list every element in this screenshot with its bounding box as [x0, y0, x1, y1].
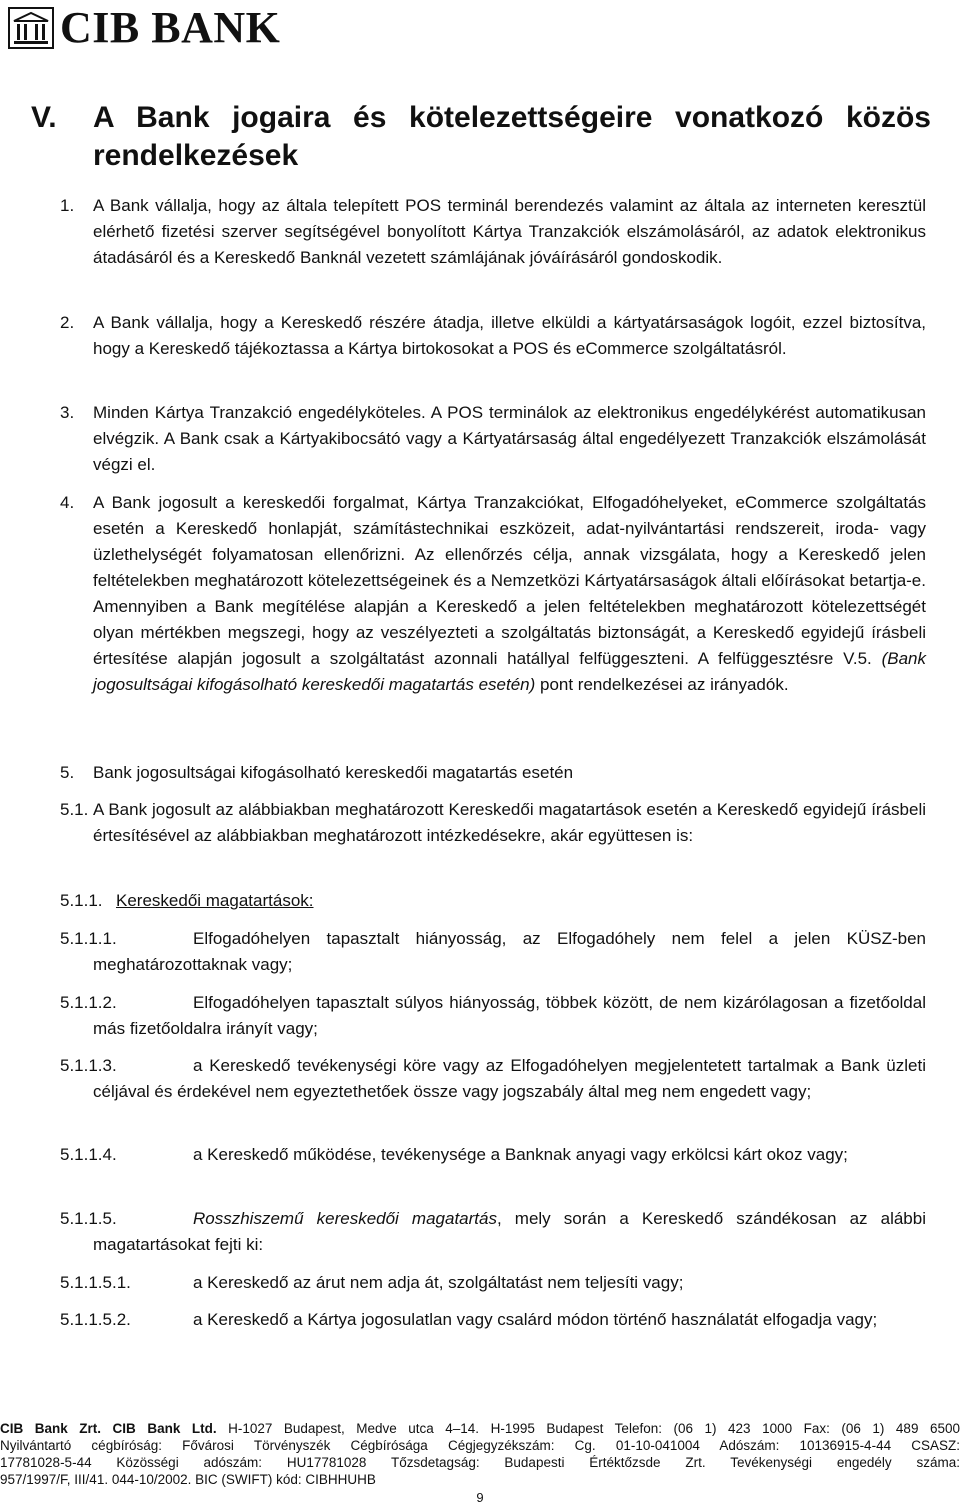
- paragraph-text: A Bank jogosult az alábbiakban meghatározott Kereskedői magatartások esetén a Kereskedő egyidejű írásbeli értesítésével az alábbiakban meghatározott intézkedésekre, akár együttesen is:: [93, 800, 926, 845]
- paragraph-text-b: , mely során a Kereskedő szándékosan az alábbi magatartásokat fejti ki:: [93, 1209, 926, 1254]
- paragraph-text-b: pont rendelkezései az irányadók.: [540, 675, 789, 694]
- paragraph-text: Elfogadóhelyen tapasztalt hiányosság, az Elfogadóhely nem felel a jelen KÜSZ-ben meghatározottaknak vagy;: [93, 929, 926, 974]
- paragraph-text: a Kereskedő tevékenységi köre vagy az Elfogadóhelyen megjelentetett tartalmak a Bank üzleti céljával és érdekével nem egyeztethetőek össze vagy jogszabály által meg nem engedett vagy;: [93, 1056, 926, 1101]
- paragraph-text: a Kereskedő az árut nem adja át, szolgáltatást nem teljesíti vagy;: [193, 1273, 684, 1292]
- paragraph-text: Bank jogosultságai kifogásolható kereskedői magatartás esetén: [93, 763, 574, 782]
- logo-text: CIB BANK: [60, 3, 281, 52]
- footer-line-4: 957/1997/F, III/41. 044-10/2002. BIC (SWIFT) kód: CIBHHUHB: [0, 1472, 376, 1487]
- cib-bank-logo: [8, 4, 280, 52]
- paragraph-text: Elfogadóhelyen tapasztalt súlyos hiányosság, többek között, de nem kizárólagosan a fizetőoldal más fizetőoldalra irányít vagy;: [93, 993, 926, 1038]
- footer-company: CIB Bank Zrt. CIB Bank Ltd.: [0, 1421, 217, 1436]
- page-number: 9: [476, 1490, 484, 1505]
- paragraph-text: [93, 490, 926, 698]
- paragraph-5-1-1-4: [60, 1142, 926, 1168]
- paragraph-number: 5.1.1.5.2.: [60, 1310, 131, 1329]
- paragraph-5-1: [60, 797, 926, 849]
- paragraph-2: [60, 310, 926, 362]
- paragraph-number: 5.1.1.2.: [60, 993, 117, 1012]
- section-number: V.: [31, 101, 57, 134]
- paragraph-text-a: A Bank jogosult a kereskedői forgalmat, Kártya Tranzakciókat, Elfogadóhelyeket, eCommerce szolgáltatás esetén a Kereskedő honlapját, számítástechnikai eszközeit, adat-nyilvántartási rendszereit, iroda- vagy üzlethelységét folyamatosan ellenőrizni. Az ellenőrzés célja, annak vizsgálata, hogy a Kereskedő jelen feltételekben meghatározott kötelezettségeinek és a Nemzetközi Kártyatársaságok általi előírásokat betartja-e. Amennyiben a Bank megítélése alapján a Kereskedő a jelen feltételekben meghatározott kötelezettségét olyan mértékben megszegi, hogy az veszélyezteti a szolgáltatás biztonságát, a Kereskedő egyidejű írásbeli értesítése alapján jogosult a szolgáltatást azonnali hatállyal felfüggeszteni. A felfüggesztésre V.5.: [93, 493, 926, 668]
- bank-building-icon: [8, 7, 54, 49]
- paragraph-text: Minden Kártya Tranzakció engedélyköteles. A POS terminálok az elektronikus engedélykérést automatikusan elvégzik. A Bank csak a Kártyakibocsátó vagy a Kártyatársaság által engedélyezett Tranzakciók elszámolását végzi el.: [93, 403, 926, 474]
- paragraph-5-1-1-5-1: [60, 1270, 926, 1296]
- paragraph-number: 5.1.1.: [60, 891, 103, 910]
- paragraph-number: 5.1.1.1.: [60, 929, 117, 948]
- paragraph-5-1-1-5-2: [60, 1307, 926, 1333]
- paragraph-number: 5.1.1.5.1.: [60, 1273, 131, 1292]
- paragraph-text-italic: Rosszhiszemű kereskedői magatartás: [193, 1209, 497, 1228]
- paragraph-text: A Bank vállalja, hogy a Kereskedő részére átadja, illetve elküldi a kártyatársaságok logóit, ezzel biztosítva, hogy a Kereskedő tájékoztassa a Kártya birtokosokat a POS és eCommerce szolgáltatásról.: [93, 313, 926, 358]
- paragraph-text-italic: (Bank jogosultságai kifogásolható kereskedői magatartás esetén): [93, 649, 926, 694]
- paragraph-1: [60, 193, 926, 271]
- paragraph-number: 5.: [60, 763, 75, 782]
- paragraph-number: 5.1.: [60, 800, 89, 819]
- footer-line-2: Nyilvántartó cégbíróság: Fővárosi Törvényszék Cégbírósága Cégjegyzékszám: Cg. 01-10-041004 Adószám: 10136915-4-44 CSASZ:: [0, 1438, 960, 1453]
- paragraph-5-1-1-1: [60, 926, 926, 978]
- paragraph-number: 2.: [60, 313, 75, 332]
- section-heading: [31, 99, 931, 175]
- paragraph-text: Kereskedői magatartások:: [116, 891, 314, 910]
- paragraph-number: 3.: [60, 403, 75, 422]
- paragraph-text: a Kereskedő a Kártya jogosulatlan vagy csalárd módon történő használatát elfogadja vagy;: [193, 1310, 878, 1329]
- paragraph-5-1-1-5: [60, 1206, 926, 1258]
- paragraph-text: a Kereskedő működése, tevékenysége a Banknak anyagi vagy erkölcsi kárt okoz vagy;: [193, 1145, 848, 1164]
- paragraph-5-1-1: [60, 888, 926, 914]
- paragraph-text: [93, 1206, 926, 1258]
- paragraph-number: 1.: [60, 196, 75, 215]
- section-title: A Bank jogaira és kötelezettségeire vonatkozó közös rendelkezések: [93, 101, 931, 172]
- paragraph-text: A Bank vállalja, hogy az általa telepített POS terminál berendezés valamint az általa az interneten keresztül elérhető fizetési szerver segítségével bonyolított Kártya Tranzakciók elszámolásáról, az adatok elektronikus átadásáról és a Kereskedő Banknál vezetett számlájának jóváírásáról gondoskodik.: [93, 196, 926, 267]
- paragraph-4: [60, 490, 926, 698]
- footer-line-1: [0, 1420, 960, 1437]
- paragraph-number: 4.: [60, 493, 75, 512]
- paragraph-3: [60, 400, 926, 478]
- page-footer: [0, 1420, 960, 1488]
- paragraph-5-1-1-2: [60, 990, 926, 1042]
- footer-line-3: 17781028-5-44 Közösségi adószám: HU17781028 Tőzsdetagság: Budapesti Értéktőzsde Zrt. Tevékenységi engedély száma:: [0, 1455, 960, 1470]
- paragraph-5: [60, 760, 926, 786]
- paragraph-number: 5.1.1.4.: [60, 1145, 117, 1164]
- footer-address: H-1027 Budapest, Medve utca 4–14. H-1995 Budapest Telefon: (06 1) 423 1000 Fax: (06 1) 489 6500: [216, 1421, 960, 1436]
- paragraph-number: 5.1.1.3.: [60, 1056, 117, 1075]
- paragraph-5-1-1-3: [60, 1053, 926, 1105]
- paragraph-number: 5.1.1.5.: [60, 1209, 117, 1228]
